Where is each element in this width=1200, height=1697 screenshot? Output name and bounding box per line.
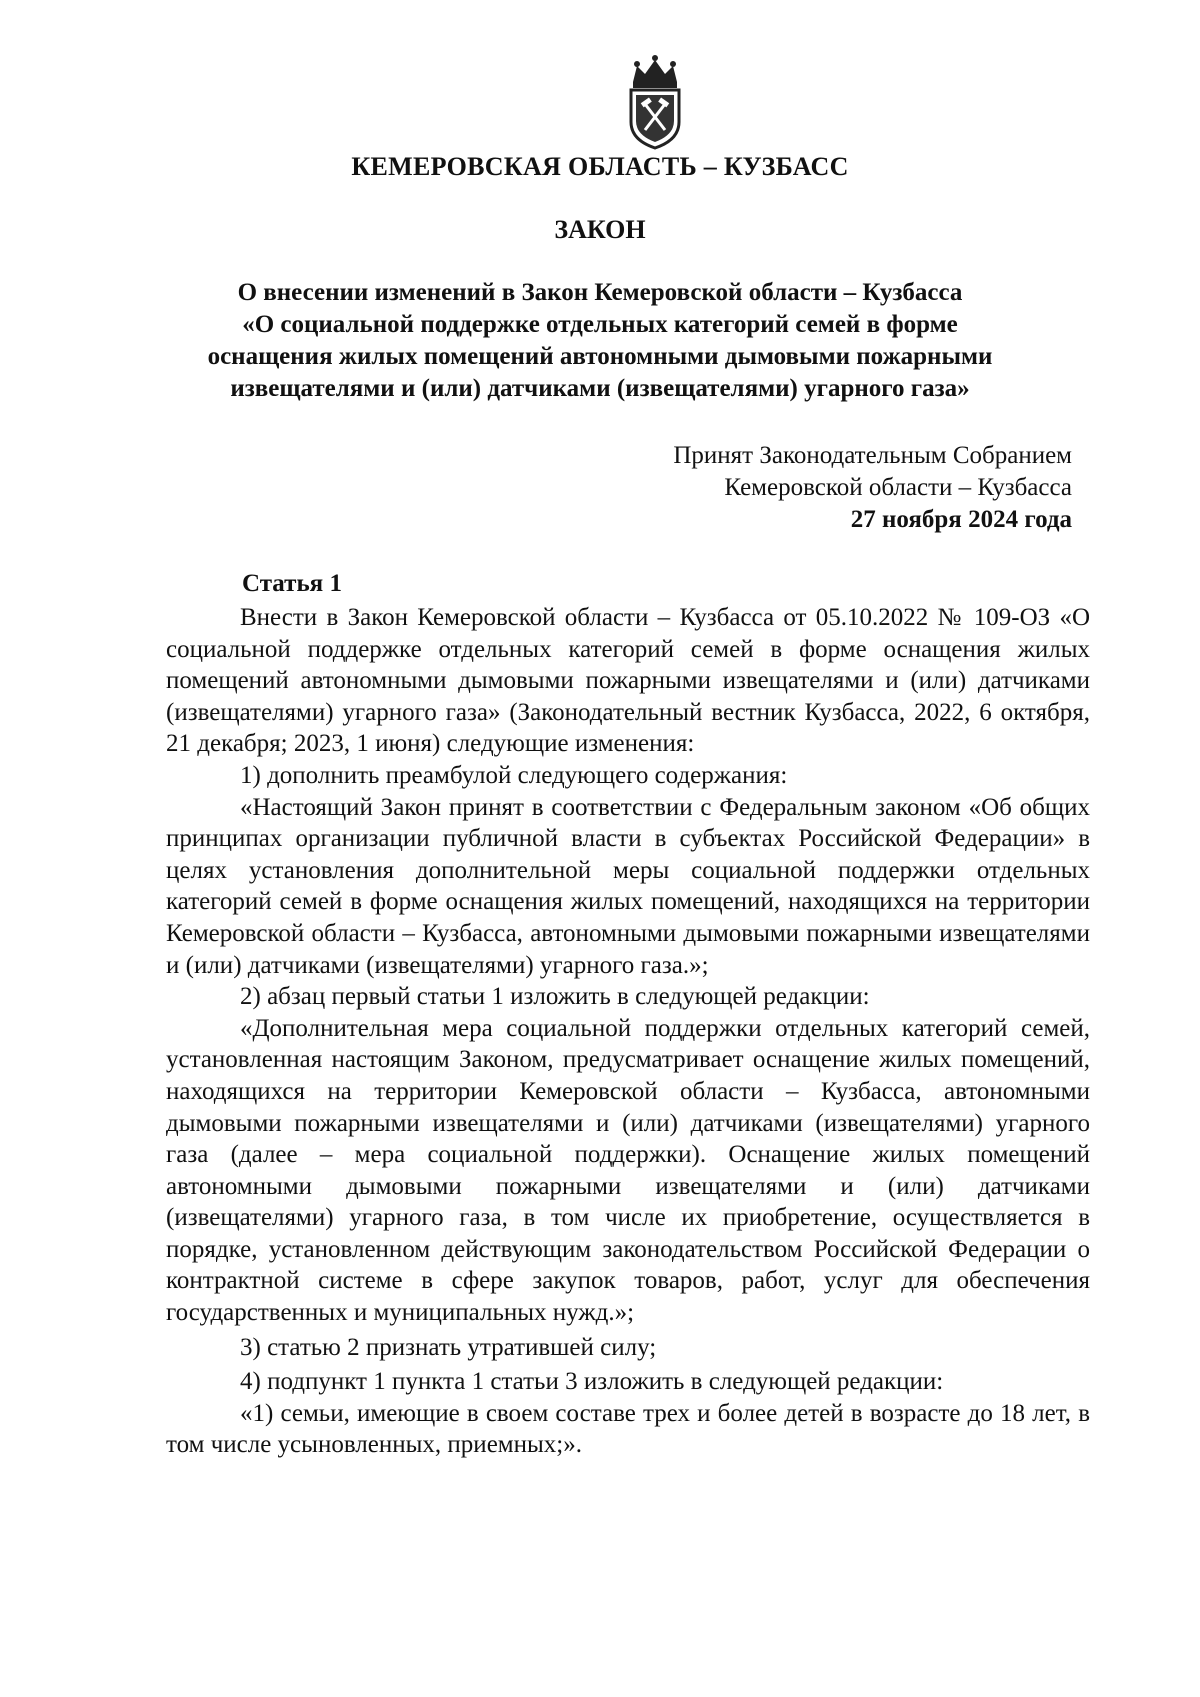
coat-of-arms-emblem [623,52,687,152]
law-title-line: «О социальной поддержке отдельных категорий семей в форме [242,311,958,338]
adoption-region: Кемеровской области – Кузбасса [724,474,1072,501]
article-paragraph: Внести в Закон Кемеровской области – Кузбасса от 05.10.2022 № 109-ОЗ «О социальной поддержке отдельных категорий семей в форме оснащения жилых помещений автономными дымовыми пожарными извещателями и (или) датчиками (извещателями) угарного газа» (Законодательный вестник Кузбасса, 2022, 6 октября, 21 декабря; 2023, 1 июня) следующие изменения: [166,604,1090,758]
article-paragraph: 1) дополнить преамбулой следующего содержания: [240,761,788,789]
adoption-date: 27 ноября 2024 года [850,506,1072,533]
article-paragraph: «Настоящий Закон принят в соответствии с Федеральным законом «Об общих принципах организации публичной власти в субъектах Российской Федерации» в целях установления дополнительной меры социальной поддержки отдельных категорий семей в форме оснащения жилых помещений, находящихся на территории Кемеровской области – Кузбасса, автономными дымовыми пожарными извещателями и (или) датчиками (извещателями) угарного газа.»; [166,793,1090,979]
article-paragraph: 3) статью 2 признать утратившей силу; [240,1333,657,1361]
article-paragraph: «1) семьи, имеющие в своем составе трех и более детей в возрасте до 18 лет, в том числе усыновленных, приемных;». [166,1399,1090,1459]
article-paragraph: «Дополнительная мера социальной поддержки отдельных категорий семей, установленная настоящим Законом, предусматривает оснащение жилых помещений, находящихся на территории Кемеровской области – Кузбасса, автономными дымовыми пожарными извещателями и (или) датчиками (извещателями) угарного газа (далее – мера социальной поддержки). Оснащение жилых помещений автономными дымовыми пожарными извещателями и (или) датчиками (извещателями) угарного газа, в том числе их приобретение, осуществляется в порядке, установленном действующим законодательством Российской Федерации о контрактной системе в сфере закупок товаров, работ, услуг для обеспечения государственных и муниципальных нужд.»; [166,1014,1090,1327]
law-title-line: оснащения жилых помещений автономными дымовыми пожарными [207,343,993,370]
document-type-heading: ЗАКОН [554,215,646,244]
article-paragraph: 4) подпункт 1 пункта 1 статьи 3 изложить в следующей редакции: [240,1368,944,1396]
article-heading: Статья 1 [242,570,342,597]
article-body [166,602,1090,1461]
adoption-body: Принят Законодательным Собранием [673,442,1072,469]
adoption-block [673,440,1072,536]
law-title-line: извещателями и (или) датчиками (извещателями) угарного газа» [230,375,970,402]
article-paragraph: 2) абзац первый статьи 1 изложить в следующей редакции: [240,983,870,1011]
region-heading: КЕМЕРОВСКАЯ ОБЛАСТЬ – КУЗБАСС [351,152,849,181]
law-title-line: О внесении изменений в Закон Кемеровской области – Кузбасса [237,279,963,306]
law-title [150,277,1050,405]
